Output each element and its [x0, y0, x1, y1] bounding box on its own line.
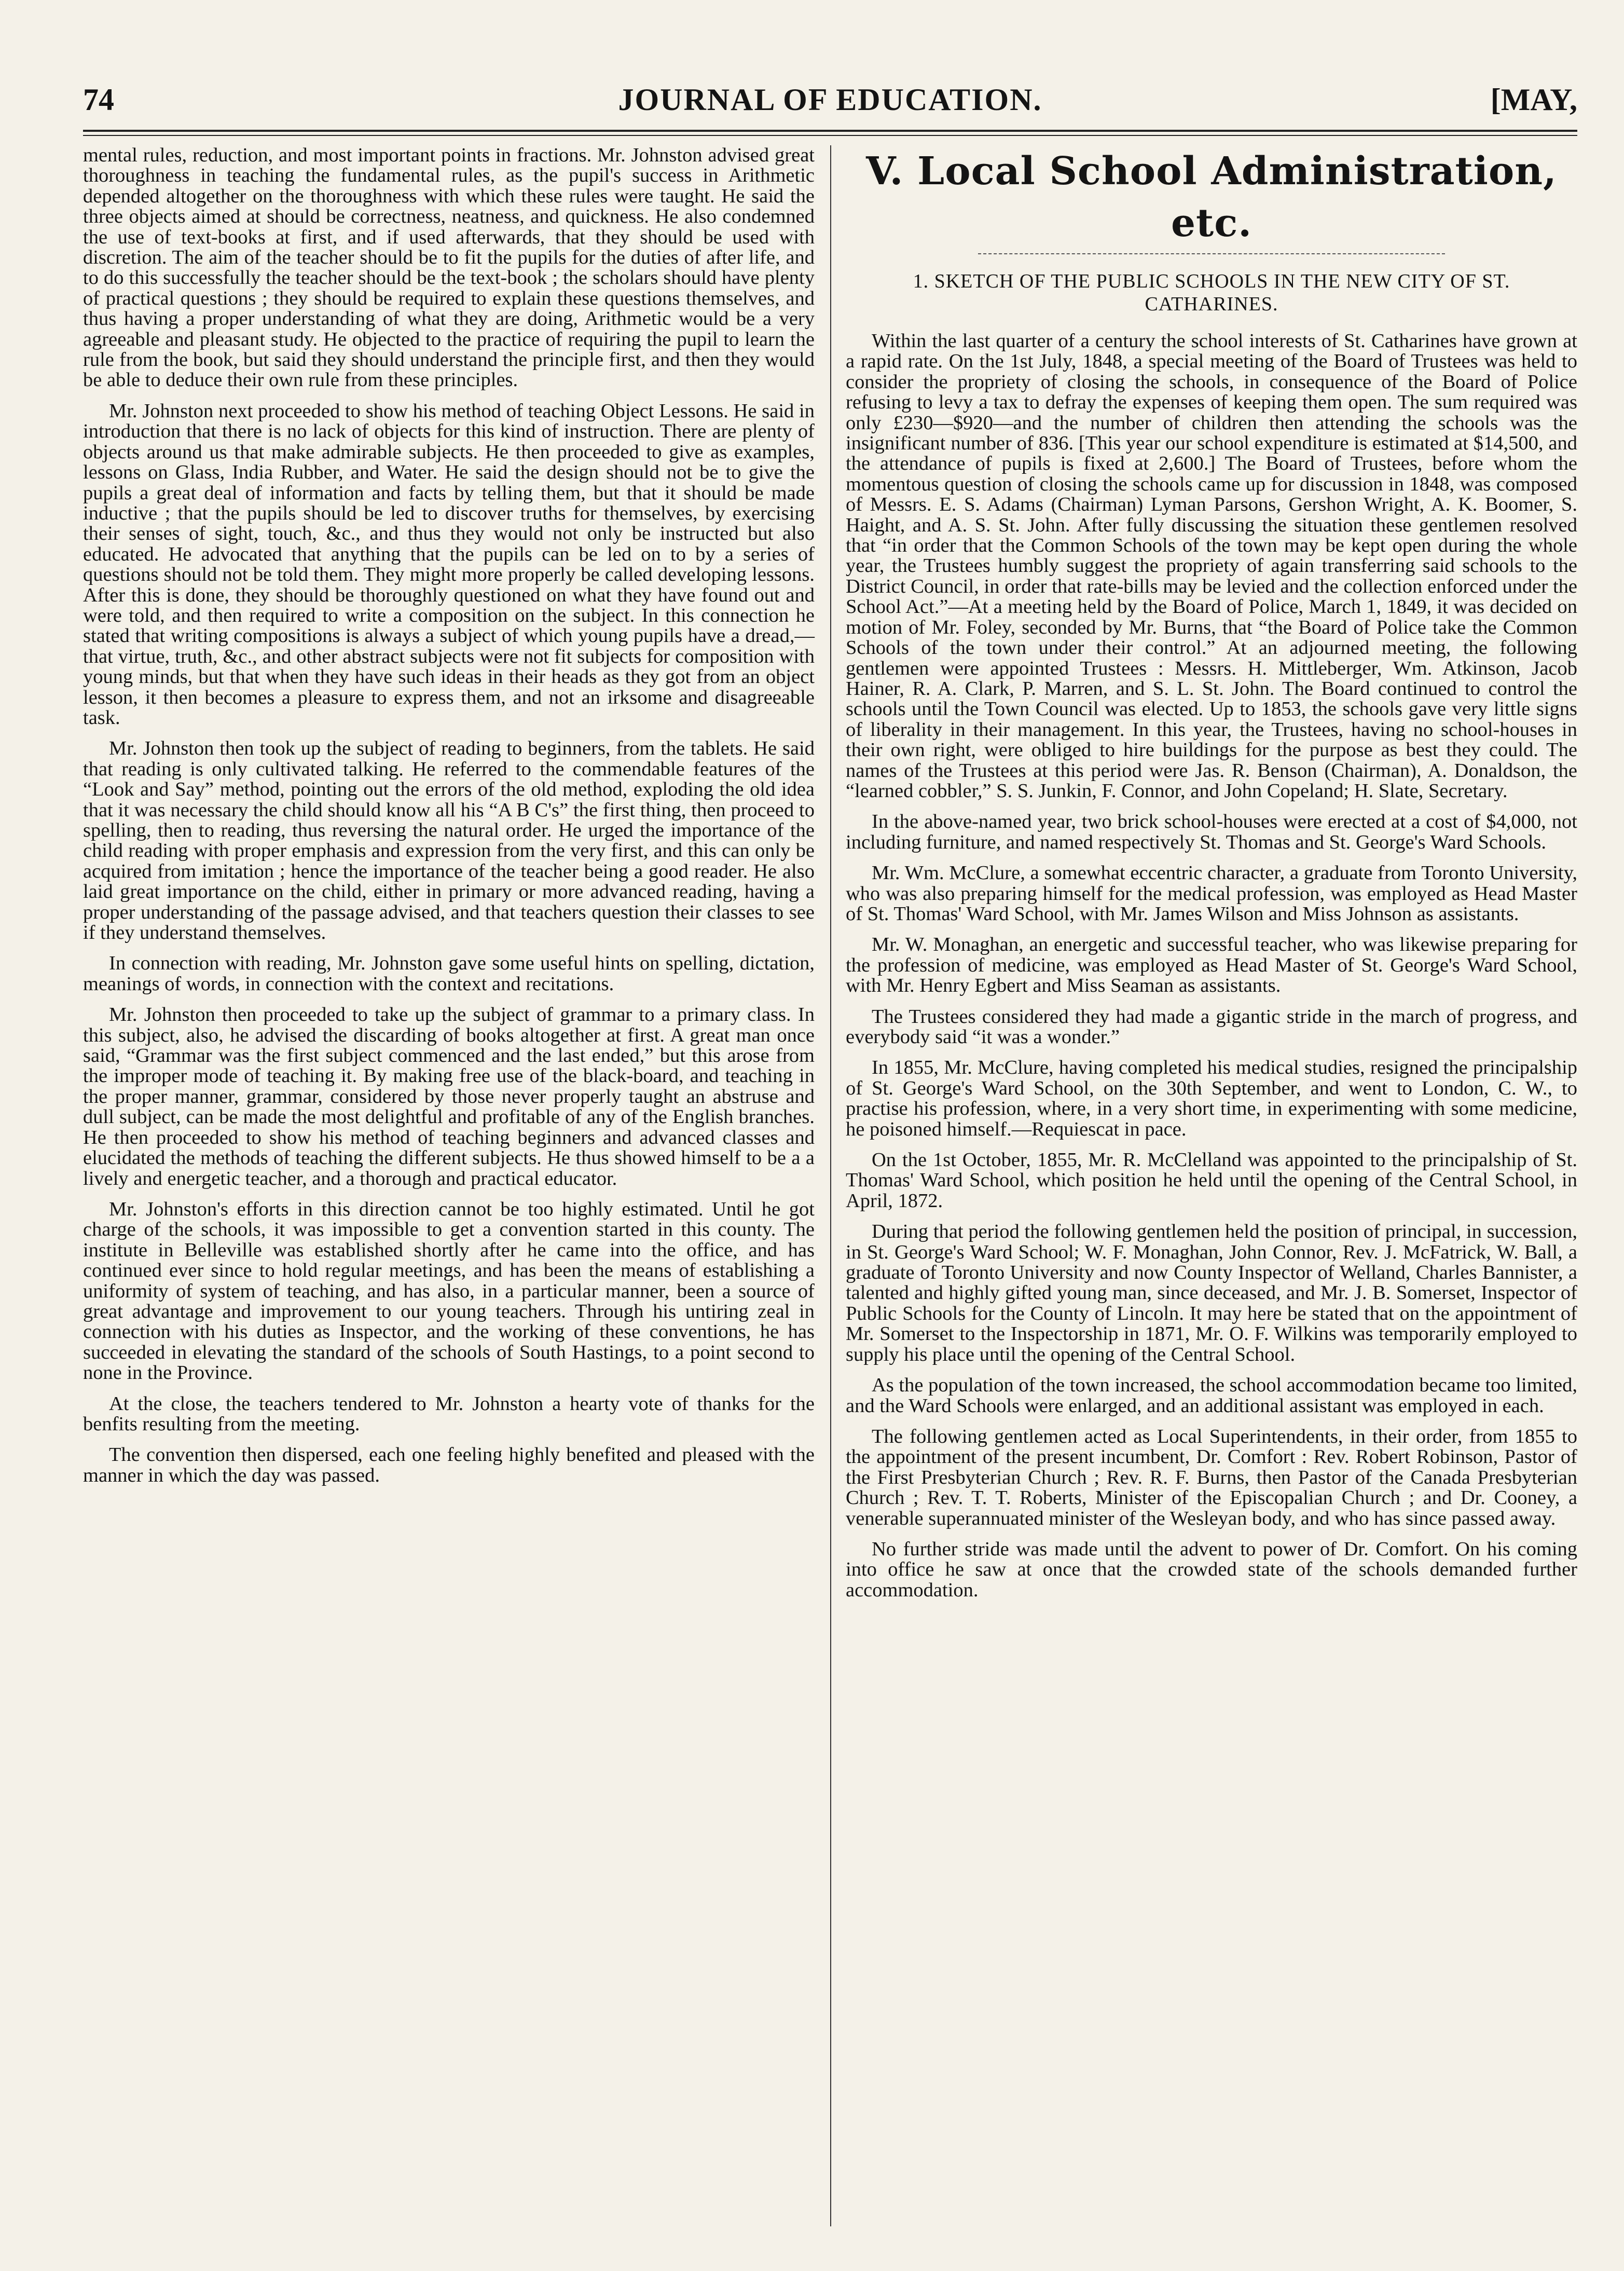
left-paragraph: At the close, the teachers tendered to Mr. Johnston a hearty vote of thanks for the benfits resulting from the meeting.	[83, 1392, 815, 1435]
right-paragraph: On the 1st October, 1855, Mr. R. McClelland was appointed to the principalship of St. Thomas' Ward School, which position he held until the opening of the Central School, in April, 1872.	[846, 1149, 1577, 1212]
right-paragraph: In 1855, Mr. McClure, having completed his medical studies, resigned the principalship of St. George's Ward School, on the 30th September, and went to London, C. W., to practise his profession, where, in a very short time, in experimenting with some medicine, he poisoned himself.—Requiescat in pace.	[846, 1057, 1577, 1140]
left-paragraph: Mr. Johnston next proceeded to show his method of teaching Object Lessons. He said in introduction that there is no lack of objects for this kind of instruction. There are plenty of objects around us that make admirable subjects. He then proceeded to give as examples, lessons on Glass, India Rubber, and Water. He said the design should not be to give the pupils a great deal of information and facts by telling them, but that it should be made inductive ; that the pupils should be led to discover truths for themselves, by exercising their senses of sight, touch, &c., and thus they would not only be instructed but also educated. He advocated that anything that the pupils can be led on to by a series of questions should not be told them. They might more properly be called developing lessons. After this is done, they should be thoroughly questioned on what they have found out and were told, and then required to write a composition on the subject. In this connection he stated that writing compositions is always a subject of which young pupils have a dread,—that virtue, truth, &c., and other abstract subjects were not fit subjects for composition with young minds, but that when they have such ideas in their heads as they got from an object lesson, it then becomes a pleasure to express them, and not an irksome and disagreeable task.	[83, 400, 815, 729]
left-paragraph: mental rules, reduction, and most important points in fractions. Mr. Johnston advised great thoroughness in teaching the fundamental rules, as the pupil's success in Arithmetic depended altogether on the thoroughness with which these rules were taught. He said the three objects aimed at should be correctness, neatness, and quickness. He also condemned the use of text-books at first, and if used afterwards, that they should be used with discretion. The aim of the teacher should be to fit the pupils for the duties of after life, and to do this successfully the teacher should be the text-book ; the scholars should have plenty of practical questions ; they should be required to explain these questions themselves, and thus having a proper understanding of what they are doing, Arithmetic would be a very agreeable and pleasant study. He objected to the practice of requiring the pupil to learn the rule from the book, but said they should understand the principle first, and then they would be able to deduce their own rule from these principles.	[83, 144, 815, 391]
right-paragraph: During that period the following gentlemen held the position of principal, in succession, in St. George's Ward School; W. F. Monaghan, John Connor, Rev. J. McFatrick, W. Ball, a graduate of Toronto University and now County Inspector of Welland, Charles Bannister, a talented and highly gifted young man, since deceased, and Mr. J. B. Somerset, Inspector of Public Schools for the County of Lincoln. It may here be stated that on the appointment of Mr. Somerset to the Inspectorship in 1871, Mr. O. F. Wilkins was temporarily employed to supply his place until the opening of the Central School.	[846, 1221, 1577, 1365]
left-paragraph: Mr. Johnston then took up the subject of reading to beginners, from the tablets. He said that reading is only cultivated talking. He referred to the commendable features of the “Look and Say” method, pointing out the errors of the old method, exploding the old idea that it was necessary the child should know all his “A B C's” the first thing, then proceed to spelling, then to reading, thus reversing the natural order. He urged the importance of the child reading with proper emphasis and expression from the very first, and this can only be acquired from imitation ; hence the importance of the teacher being a good reader. He also laid great importance on the child, either in primary or more advanced reading, having a proper understanding of the passage advised, and that teachers question their classes to see if they understand themselves.	[83, 737, 815, 944]
right-paragraph: Mr. Wm. McClure, a somewhat eccentric character, a graduate from Toronto University, who was also preparing himself for the medical profession, was employed as Head Master of St. Thomas' Ward School, with Mr. James Wilson and Miss Johnson as assistants.	[846, 862, 1577, 925]
right-paragraph: No further stride was made until the advent to power of Dr. Comfort. On his coming into office he saw at once that the crowded state of the schools demanded further accommodation.	[846, 1538, 1577, 1601]
article-title: 1. SKETCH OF THE PUBLIC SCHOOLS IN THE NEW CITY OF ST. CATHARINES.	[913, 270, 1510, 315]
left-paragraph: In connection with reading, Mr. Johnston gave some useful hints on spelling, dictation, meanings of words, in connection with the context and recitations.	[83, 952, 815, 995]
right-paragraph: The Trustees considered they had made a gigantic stride in the march of progress, and everybody said “it was a wonder.”	[846, 1005, 1577, 1048]
journal-page	[83, 78, 1577, 2226]
journal-title: JOURNAL OF EDUCATION.	[618, 83, 1042, 117]
left-column	[83, 145, 815, 1496]
running-header	[83, 78, 1577, 125]
page-number: 74	[83, 83, 114, 117]
right-column	[846, 145, 1577, 1611]
left-paragraph: Mr. Johnston then proceeded to take up the subject of grammar to a primary class. In this subject, also, he advised the discarding of books altogether at first. A great man once said, “Grammar was the first subject commenced and the last ended,” but this arose from the improper mode of teaching it. By making free use of the black-board, and teaching in the proper manner, grammar, considered by those never properly taught an abstruse and dull subject, can be made the most delightful and profitable of any of the English branches. He then proceeded to show his method of teaching beginners and advanced classes and elucidated the methods of teaching the different subjects. He thus showed himself to be a a lively and energetic teacher, and a thorough and practical educator.	[83, 1004, 815, 1189]
right-paragraph: The following gentlemen acted as Local Superintendents, in their order, from 1855 to the appointment of the present incumbent, Dr. Comfort : Rev. Robert Robinson, Pastor of the First Presbyterian Church ; Rev. R. F. Burns, then Pastor of the Canada Presbyterian Church ; Rev. T. T. Roberts, Minister of the Episcopalian Church ; and Dr. Cooney, a venerable superannuated minister of the Wesleyan body, and who has since passed away.	[846, 1425, 1577, 1529]
right-paragraph: Mr. W. Monaghan, an energetic and successful teacher, who was likewise preparing for the profession of medicine, was employed as Head Master of St. George's Ward School, with Mr. Henry Egbert and Miss Seaman as assistants.	[846, 934, 1577, 997]
left-paragraph: Mr. Johnston's efforts in this direction cannot be too highly estimated. Until he got charge of the schools, it was impossible to get a convention started in this county. The institute in Belleville was established shortly after he came into the office, and has continued ever since to hold regular meetings, and has been the means of establishing a uniformity of system of teaching, and has also, in a particular manner, been a source of great advantage and improvement to our young teachers. Through his untiring zeal in connection with his duties as Inspector, and the working of these conventions, he has succeeded in elevating the standard of the schools of South Hastings, to a point second to none in the Province.	[83, 1198, 815, 1384]
right-paragraph: As the population of the town increased, the school accommodation became too limited, and the Ward Schools were enlarged, and an additional assistant was employed in each.	[846, 1374, 1577, 1417]
section-title: V. Local School Administration, etc.	[866, 149, 1557, 245]
section-rule	[978, 253, 1445, 254]
issue-month: [MAY,	[1490, 83, 1577, 117]
right-paragraph: In the above-named year, two brick school-houses were erected at a cost of $4,000, not including furniture, and named respectively St. Thomas and St. George's Ward Schools.	[846, 811, 1577, 853]
column-divider	[830, 145, 831, 2226]
right-paragraph: Within the last quarter of a century the school interests of St. Catharines have grown at a rapid rate. On the 1st July, 1848, a special meeting of the Board of Trustees was held to consider the propriety of closing the schools, in consequence of the Board of Police refusing to levy a tax to defray the expenses of keeping them open. The sum required was only £230—$920—and the number of children then attending the schools was the insignificant number of 836. [This year our school expenditure is estimated at $14,500, and the attendance of pupils is fixed at 2,600.] The Board of Trustees, before whom the momentous question of closing the schools came up for discussion in 1848, was composed of Messrs. E. S. Adams (Chairman) Lyman Parsons, Gershon Wright, A. K. Boomer, S. Haight, and A. S. St. John. After fully discussing the situation these gentlemen resolved that “in order that the Common Schools of the town may be kept open during the whole year, the Trustees humbly suggest the propriety of again transferring said schools to the District Council, in order that rate-bills may be levied and the collection enforced under the School Act.”—At a meeting held by the Board of Police, March 1, 1849, it was decided on motion of Mr. Foley, seconded by Mr. Burns, that “the Board of Police take the Common Schools of the town under their control.” At an adjourned meeting, the following gentlemen were appointed Trustees : Messrs. H. Mittleberger, Wm. Atkinson, Jacob Hainer, R. A. Clark, P. Marren, and S. L. St. John. The Board continued to control the schools until the Town Council was elected. Up to 1853, the schools gave very little signs of liberality in their management. In this year, the Trustees, having no school-houses in their own right, were obliged to hire buildings for the purpose as best they could. The names of the Trustees at this period were Jas. R. Benson (Chairman), A. Donaldson, the “learned cobbler,” S. S. Junkin, F. Connor, and John Copeland; H. Slate, Secretary.	[846, 330, 1577, 802]
left-paragraph: The convention then dispersed, each one feeling highly benefited and pleased with the manner in which the day was passed.	[83, 1444, 815, 1486]
header-rule	[83, 130, 1577, 136]
